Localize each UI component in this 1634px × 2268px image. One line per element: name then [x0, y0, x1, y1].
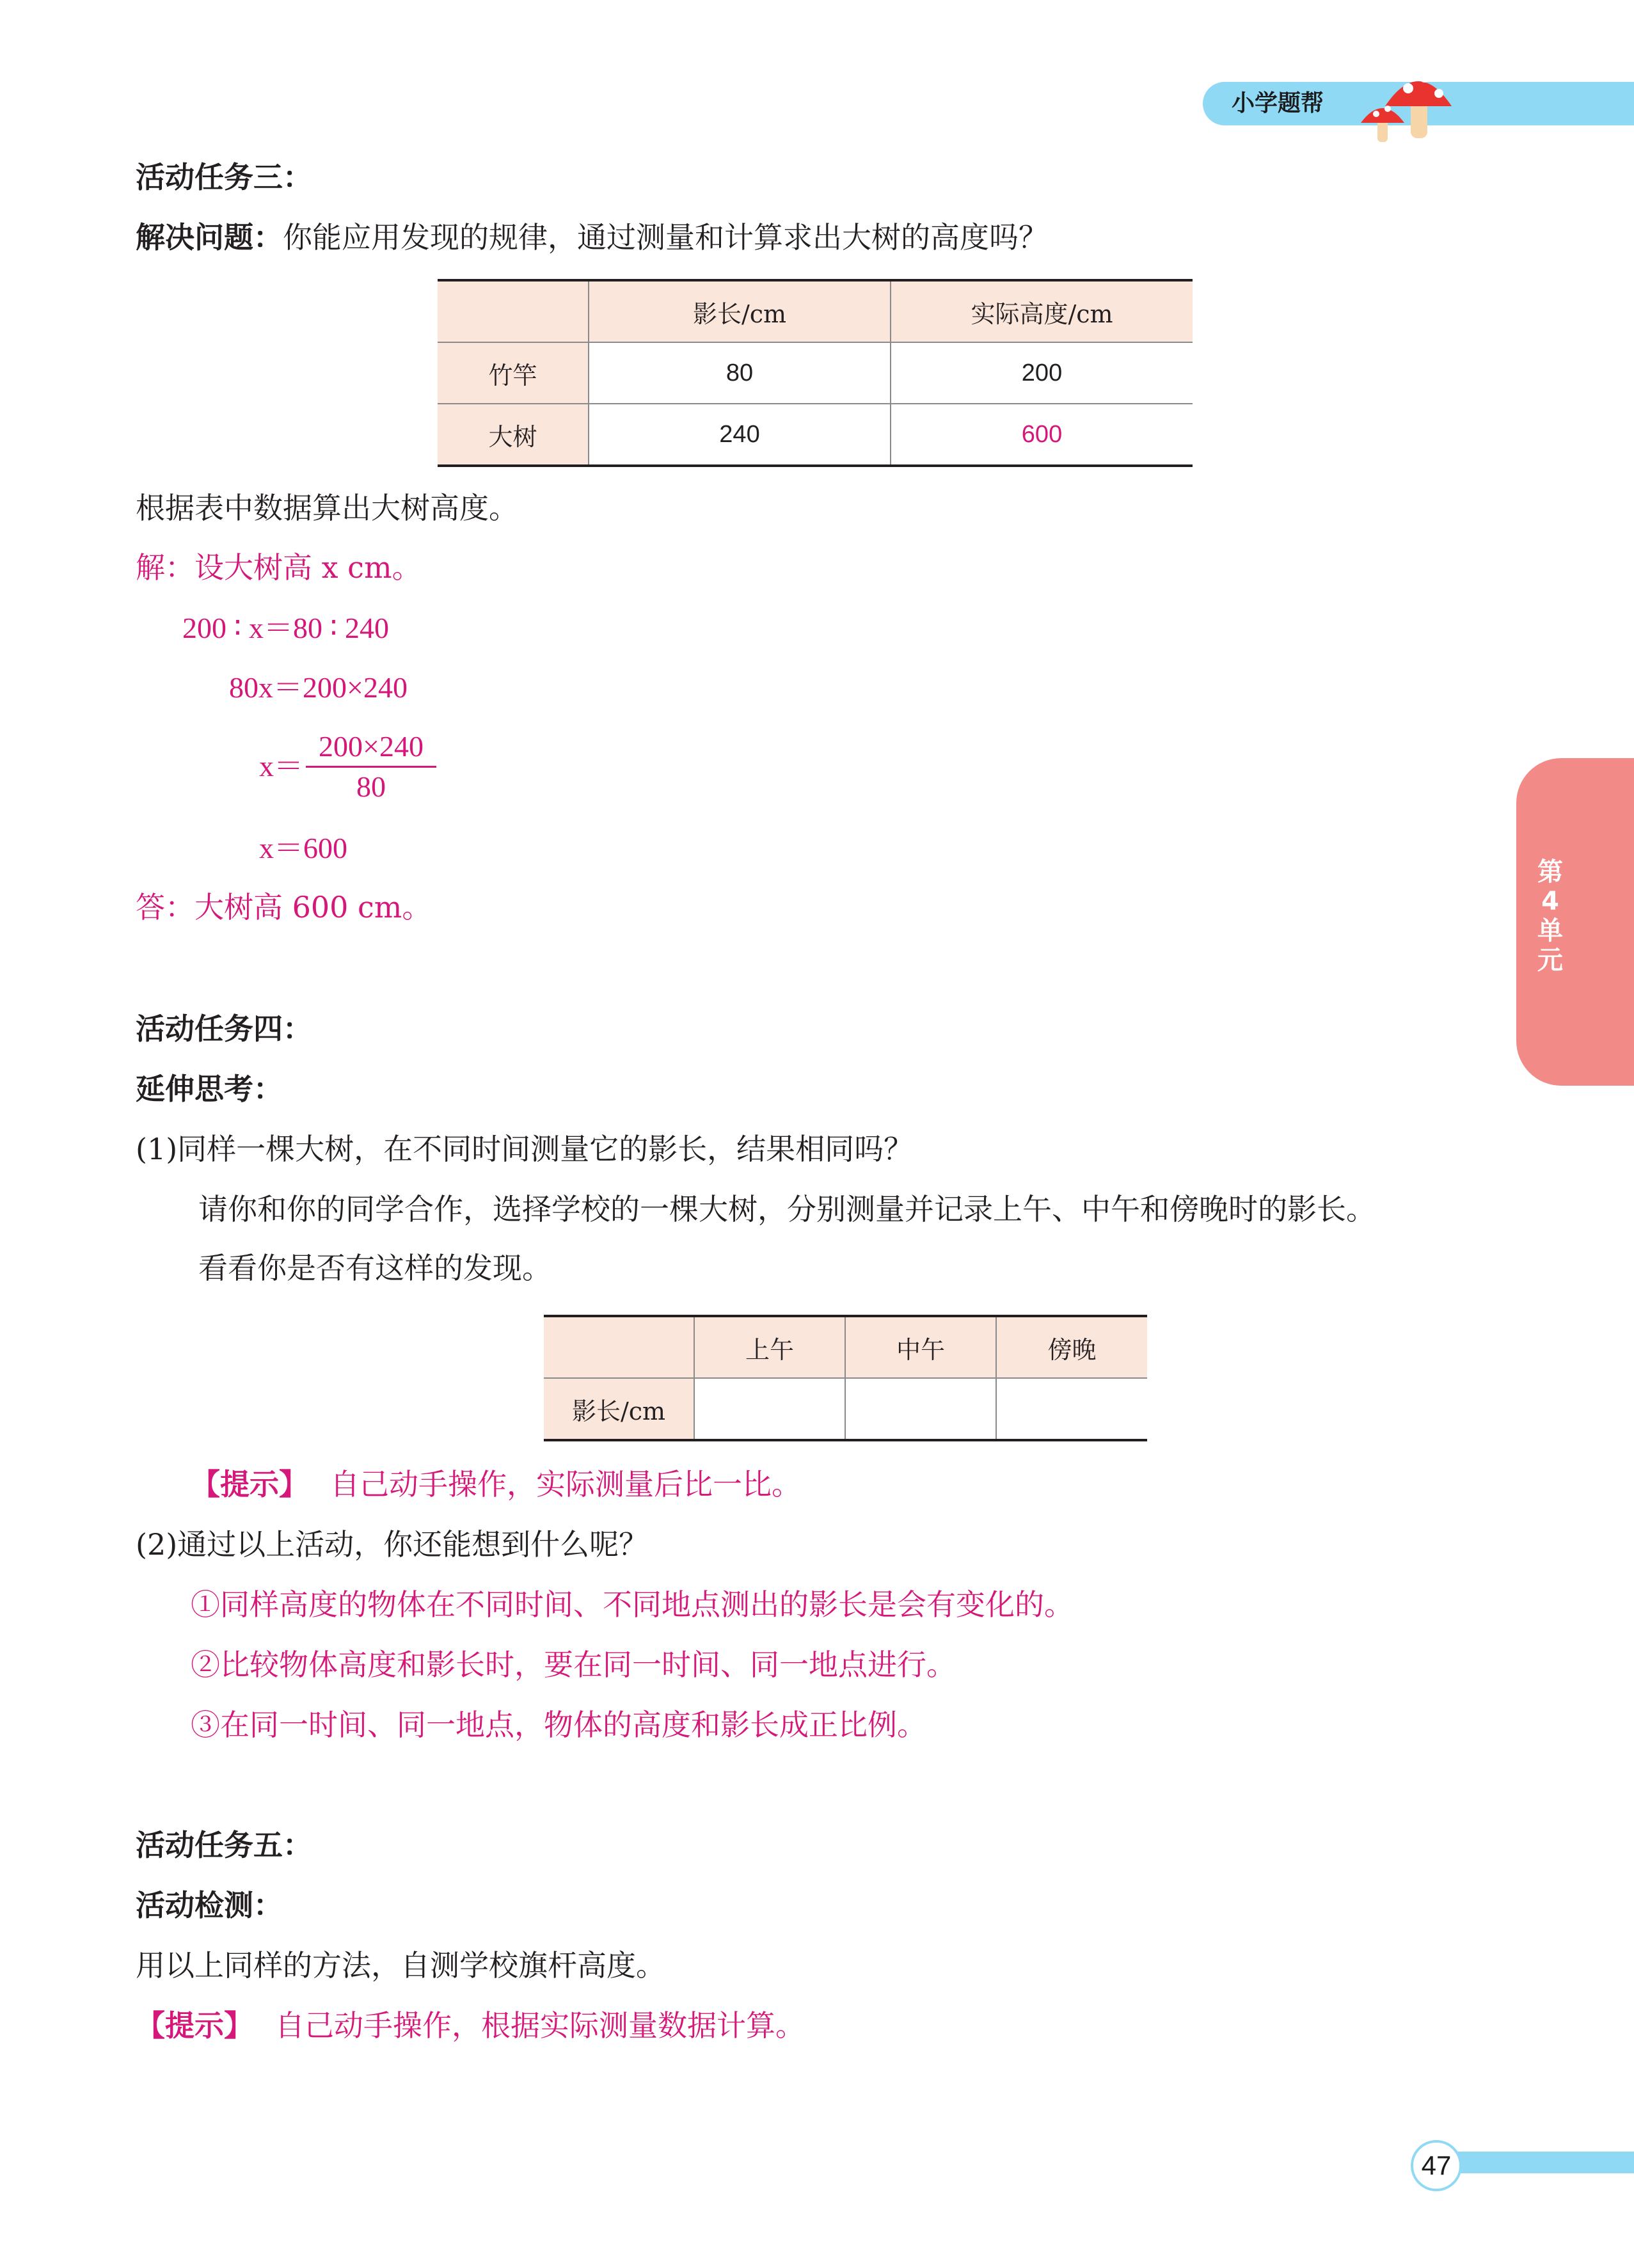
question-1-detail: 看看你是否有这样的发现。 [198, 1251, 551, 1285]
table-row [438, 404, 1193, 466]
task5-text: 用以上同样的方法，自测学校旗杆高度。 [136, 1948, 665, 1983]
fraction-numerator: 200×240 [319, 730, 424, 763]
solution-intro: 解：设大树高 x cm。 [136, 550, 422, 585]
solution-step: x＝ [259, 750, 303, 782]
solution-step: 80x＝200×240 [229, 671, 408, 704]
table-header-cell: 中午 [845, 1316, 996, 1378]
problem-label: 解决问题： [136, 220, 283, 255]
question-1-detail: 请你和你的同学合作，选择学校的一棵大树，分别测量并记录上午、中午和傍晚时的影长。 [198, 1192, 1376, 1226]
question-2: (2)通过以上活动，你还能想到什么呢？ [136, 1527, 649, 1562]
table-row [438, 342, 1193, 404]
table-header-cell [438, 280, 589, 342]
hint-line [136, 2006, 805, 2045]
hint-text: 自己动手操作，实际测量后比一比。 [330, 1467, 801, 1502]
answer-item: ①同样高度的物体在不同时间、不同地点测出的影长是会有变化的。 [191, 1587, 1074, 1622]
table-cell-empty [996, 1378, 1147, 1440]
table-cell-answer: 600 [891, 404, 1193, 466]
task4-subtitle: 延伸思考： [136, 1072, 283, 1106]
header-title: 小学题帮 [1232, 90, 1324, 116]
page-number: 47 [1411, 2140, 1462, 2191]
table-header-cell [544, 1316, 694, 1378]
table-cell-empty [694, 1378, 845, 1440]
time-shadow-table [544, 1315, 1147, 1441]
unit-side-tab-label: 第 4 单 元 [1537, 857, 1563, 975]
row-label: 竹竿 [438, 342, 589, 404]
task3-title: 活动任务三： [136, 160, 312, 194]
table-cell: 80 [589, 342, 891, 404]
table-row [544, 1378, 1147, 1440]
hint-line [191, 1465, 801, 1503]
table-header-row [438, 280, 1193, 342]
table-header-cell: 实际高度/cm [891, 280, 1193, 342]
answer-item: ③在同一时间、同一地点，物体的高度和影长成正比例。 [191, 1708, 926, 1742]
task4-title: 活动任务四： [136, 1011, 312, 1046]
table-cell: 200 [891, 342, 1193, 404]
solution-step: 200 ∶ x＝80 ∶ 240 [182, 612, 389, 644]
table-header-cell: 傍晚 [996, 1316, 1147, 1378]
task3-problem [136, 218, 1048, 257]
hint-text: 自己动手操作，根据实际测量数据计算。 [275, 2008, 805, 2043]
table-cell-empty [845, 1378, 996, 1440]
answer-item: ②比较物体高度和影长时，要在同一时间、同一地点进行。 [191, 1647, 956, 1682]
hint-label: 【提示】 [191, 1467, 308, 1502]
table-cell: 240 [589, 404, 891, 466]
solution-step: x＝600 [259, 832, 347, 864]
table-header-cell: 影长/cm [589, 280, 891, 342]
mushroom-icon [1347, 56, 1462, 146]
task5-title: 活动任务五： [136, 1828, 312, 1862]
problem-text: 你能应用发现的规律，通过测量和计算求出大树的高度吗？ [283, 220, 1048, 255]
task5-subtitle: 活动检测： [136, 1888, 283, 1923]
row-label: 影长/cm [544, 1378, 694, 1440]
fraction-denominator: 80 [356, 770, 386, 803]
table-header-row [544, 1316, 1147, 1378]
table-header-cell: 上午 [694, 1316, 845, 1378]
row-label: 大树 [438, 404, 589, 466]
shadow-height-table [438, 279, 1193, 467]
question-1: (1)同样一棵大树，在不同时间测量它的影长，结果相同吗？ [136, 1132, 914, 1166]
solution-answer: 答：大树高 600 cm。 [136, 890, 432, 924]
instruction-text: 根据表中数据算出大树高度。 [136, 491, 518, 525]
hint-label: 【提示】 [136, 2008, 253, 2043]
